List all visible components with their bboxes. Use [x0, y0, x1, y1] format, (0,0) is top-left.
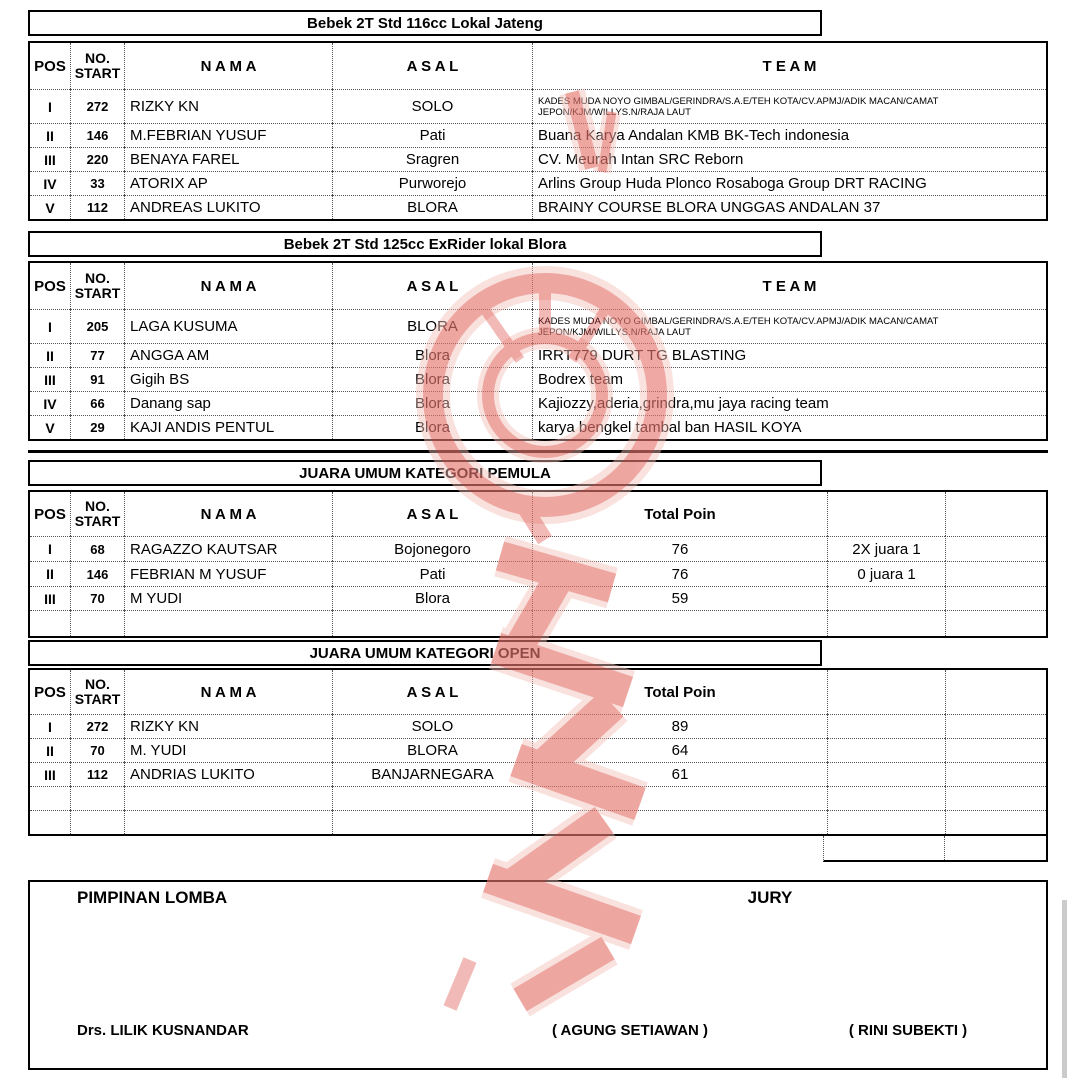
- cell-total-poin: 59: [532, 586, 827, 610]
- table-extension-cell: [823, 836, 1048, 862]
- table-title-116cc: Bebek 2T Std 116cc Lokal Jateng: [28, 10, 822, 36]
- cell-nama: ATORIX AP: [124, 171, 332, 195]
- empty-cell: [945, 610, 1046, 636]
- empty-cell: [70, 610, 124, 636]
- empty-cell: [827, 610, 945, 636]
- cell-pos: V: [30, 195, 70, 219]
- cell-asal: Sragren: [332, 147, 532, 171]
- no-label: NO.: [85, 498, 110, 514]
- cell-asal: Blora: [332, 343, 532, 367]
- cell-no-start: 68: [70, 536, 124, 561]
- section-divider: [28, 450, 1048, 453]
- cell-pos: III: [30, 586, 70, 610]
- cell-pos: I: [30, 309, 70, 343]
- cell-pos: I: [30, 89, 70, 123]
- cell-nama: Danang sap: [124, 391, 332, 415]
- jury-title: JURY: [747, 888, 793, 907]
- empty-cell: [124, 610, 332, 636]
- cell-nama: M YUDI: [124, 586, 332, 610]
- cell-asal: BLORA: [332, 738, 532, 762]
- cell-no-start: 91: [70, 367, 124, 391]
- cell-pos: II: [30, 343, 70, 367]
- cell-pos: IV: [30, 391, 70, 415]
- empty-cell: [827, 810, 945, 834]
- col-header-pos: POS: [34, 57, 66, 75]
- cell-pos: IV: [30, 171, 70, 195]
- col-header-asal: A S A L: [332, 492, 532, 536]
- cell-no-start: 146: [70, 123, 124, 147]
- jury-name-1: ( AGUNG SETIAWAN ): [551, 1022, 709, 1039]
- cell-asal: Pati: [332, 123, 532, 147]
- cell-asal: BANJARNEGARA: [332, 762, 532, 786]
- col-header-no-start: [70, 43, 124, 89]
- cell-pos: II: [30, 738, 70, 762]
- empty-cell: [332, 786, 532, 810]
- empty-cell: [70, 786, 124, 810]
- cell-nama: KAJI ANDIS PENTUL: [124, 415, 332, 439]
- cell-nama: Gigih BS: [124, 367, 332, 391]
- cell-no-start: 66: [70, 391, 124, 415]
- col-header-total-poin: Total Poin: [532, 670, 827, 714]
- cell-nama: ANDREAS LUKITO: [124, 195, 332, 219]
- cell-no-start: 112: [70, 762, 124, 786]
- results-table-pemula: [28, 490, 1048, 638]
- col-header-asal: A S A L: [332, 263, 532, 309]
- col-header-pos: POS: [34, 683, 66, 701]
- cell-asal: BLORA: [332, 309, 532, 343]
- cell-note: [827, 714, 945, 738]
- empty-cell: [70, 810, 124, 834]
- cell-team: Arlins Group Huda Plonco Rosaboga Group DRT RACING: [532, 171, 1046, 195]
- cell-team: Bodrex team: [532, 367, 1046, 391]
- start-label: START: [74, 513, 121, 529]
- cell-asal: Purworejo: [332, 171, 532, 195]
- empty-cell: [945, 762, 1046, 786]
- col-header-team: T E A M: [532, 263, 1046, 309]
- results-table-116cc: [28, 41, 1048, 221]
- cell-asal: Blora: [332, 586, 532, 610]
- cell-no-start: 205: [70, 309, 124, 343]
- pimpinan-lomba-title: PIMPINAN LOMBA: [77, 888, 228, 907]
- cell-no-start: 272: [70, 89, 124, 123]
- col-header-total-poin: Total Poin: [532, 492, 827, 536]
- empty-cell: [827, 786, 945, 810]
- cell-asal: BLORA: [332, 195, 532, 219]
- empty-cell: [945, 714, 1046, 738]
- results-table-open: [28, 668, 1048, 836]
- cell-no-start: 29: [70, 415, 124, 439]
- cell-pos: III: [30, 367, 70, 391]
- empty-cell: [532, 610, 827, 636]
- cell-team: Kajiozzy,aderia,grindra,mu jaya racing team: [532, 391, 1046, 415]
- cell-no-start: 112: [70, 195, 124, 219]
- col-header-no-start: [70, 492, 124, 536]
- col-header-nama: N A M A: [124, 43, 332, 89]
- empty-cell: [945, 536, 1046, 561]
- cell-nama: ANGGA AM: [124, 343, 332, 367]
- cell-nama: M. YUDI: [124, 738, 332, 762]
- col-header-no-start: [70, 263, 124, 309]
- cell-no-start: 33: [70, 171, 124, 195]
- col-header-note: [827, 492, 945, 536]
- cell-nama: RIZKY KN: [124, 89, 332, 123]
- col-header-asal: A S A L: [332, 43, 532, 89]
- col-header-no-start: [70, 670, 124, 714]
- results-table-125cc: [28, 261, 1048, 441]
- cell-asal: SOLO: [332, 714, 532, 738]
- cell-nama: RIZKY KN: [124, 714, 332, 738]
- cell-team: karya bengkel tambal ban HASIL KOYA: [532, 415, 1046, 439]
- cell-pos: III: [30, 147, 70, 171]
- cell-no-start: 70: [70, 738, 124, 762]
- pimpinan-lomba-name: Drs. LILIK KUSNANDAR: [77, 1022, 249, 1039]
- cell-team: CV. Meurah Intan SRC Reborn: [532, 147, 1046, 171]
- table-title-pemula: JUARA UMUM KATEGORI PEMULA: [28, 460, 822, 486]
- cell-total-poin: 76: [532, 536, 827, 561]
- empty-cell: [30, 810, 70, 834]
- table-extension-divider: [944, 836, 945, 860]
- cell-asal: Blora: [332, 367, 532, 391]
- no-label: NO.: [85, 676, 110, 692]
- col-header-pos: POS: [34, 277, 66, 295]
- empty-cell: [30, 610, 70, 636]
- start-label: START: [74, 285, 121, 301]
- cell-no-start: 146: [70, 561, 124, 586]
- cell-pos: I: [30, 536, 70, 561]
- page-edge-bar: [1062, 900, 1067, 1078]
- empty-cell: [945, 586, 1046, 610]
- signature-section: [28, 880, 1048, 1070]
- cell-asal: Bojonegoro: [332, 536, 532, 561]
- empty-cell: [332, 610, 532, 636]
- cell-no-start: 220: [70, 147, 124, 171]
- table-title-125cc: Bebek 2T Std 125cc ExRider lokal Blora: [28, 231, 822, 257]
- empty-cell: [30, 786, 70, 810]
- cell-team: KADES MUDA NOYO GIMBAL/GERINDRA/S.A.E/TEH KOTA/CV.APMJ/ADIK MACAN/CAMAT JEPON/KJM/WILLYS.N/RAJA LAUT: [532, 89, 1046, 123]
- cell-pos: II: [30, 123, 70, 147]
- jury-name-2: ( RINI SUBEKTI ): [848, 1022, 968, 1039]
- cell-total-poin: 89: [532, 714, 827, 738]
- col-header-nama: N A M A: [124, 670, 332, 714]
- cell-note: 0 juara 1: [827, 561, 945, 586]
- empty-cell: [945, 738, 1046, 762]
- start-label: START: [74, 65, 121, 81]
- start-label: START: [74, 691, 121, 707]
- cell-pos: II: [30, 561, 70, 586]
- cell-asal: SOLO: [332, 89, 532, 123]
- cell-asal: Blora: [332, 415, 532, 439]
- empty-cell: [945, 810, 1046, 834]
- table-title-open: JUARA UMUM KATEGORI OPEN: [28, 640, 822, 666]
- cell-nama: M.FEBRIAN YUSUF: [124, 123, 332, 147]
- cell-nama: ANDRIAS LUKITO: [124, 762, 332, 786]
- cell-team: Buana Karya Andalan KMB BK-Tech indonesia: [532, 123, 1046, 147]
- cell-no-start: 272: [70, 714, 124, 738]
- col-header-pos: POS: [34, 505, 66, 523]
- cell-team: IRRT779 DURT TG BLASTING: [532, 343, 1046, 367]
- col-header-asal: A S A L: [332, 670, 532, 714]
- cell-nama: FEBRIAN M YUSUF: [124, 561, 332, 586]
- empty-cell: [124, 786, 332, 810]
- cell-note: 2X juara 1: [827, 536, 945, 561]
- cell-no-start: 77: [70, 343, 124, 367]
- cell-note: [827, 738, 945, 762]
- empty-cell: [532, 810, 827, 834]
- cell-total-poin: 76: [532, 561, 827, 586]
- empty-cell: [124, 810, 332, 834]
- col-header-nama: N A M A: [124, 492, 332, 536]
- cell-no-start: 70: [70, 586, 124, 610]
- cell-pos: I: [30, 714, 70, 738]
- cell-total-poin: 61: [532, 762, 827, 786]
- no-label: NO.: [85, 270, 110, 286]
- col-header-nama: N A M A: [124, 263, 332, 309]
- empty-cell: [945, 786, 1046, 810]
- cell-note: [827, 586, 945, 610]
- empty-cell: [532, 786, 827, 810]
- cell-nama: LAGA KUSUMA: [124, 309, 332, 343]
- cell-asal: Blora: [332, 391, 532, 415]
- col-header-blank: [945, 670, 1046, 714]
- empty-cell: [945, 561, 1046, 586]
- cell-team: BRAINY COURSE BLORA UNGGAS ANDALAN 37: [532, 195, 1046, 219]
- cell-total-poin: 64: [532, 738, 827, 762]
- col-header-team: T E A M: [532, 43, 1046, 89]
- empty-cell: [332, 810, 532, 834]
- cell-pos: V: [30, 415, 70, 439]
- cell-team: KADES MUDA NOYO GIMBAL/GERINDRA/S.A.E/TEH KOTA/CV.APMJ/ADIK MACAN/CAMAT JEPON/KJM/WILLYS.N/RAJA LAUT: [532, 309, 1046, 343]
- cell-asal: Pati: [332, 561, 532, 586]
- col-header-blank: [945, 492, 1046, 536]
- cell-nama: RAGAZZO KAUTSAR: [124, 536, 332, 561]
- no-label: NO.: [85, 50, 110, 66]
- col-header-note: [827, 670, 945, 714]
- cell-pos: III: [30, 762, 70, 786]
- cell-nama: BENAYA FAREL: [124, 147, 332, 171]
- cell-note: [827, 762, 945, 786]
